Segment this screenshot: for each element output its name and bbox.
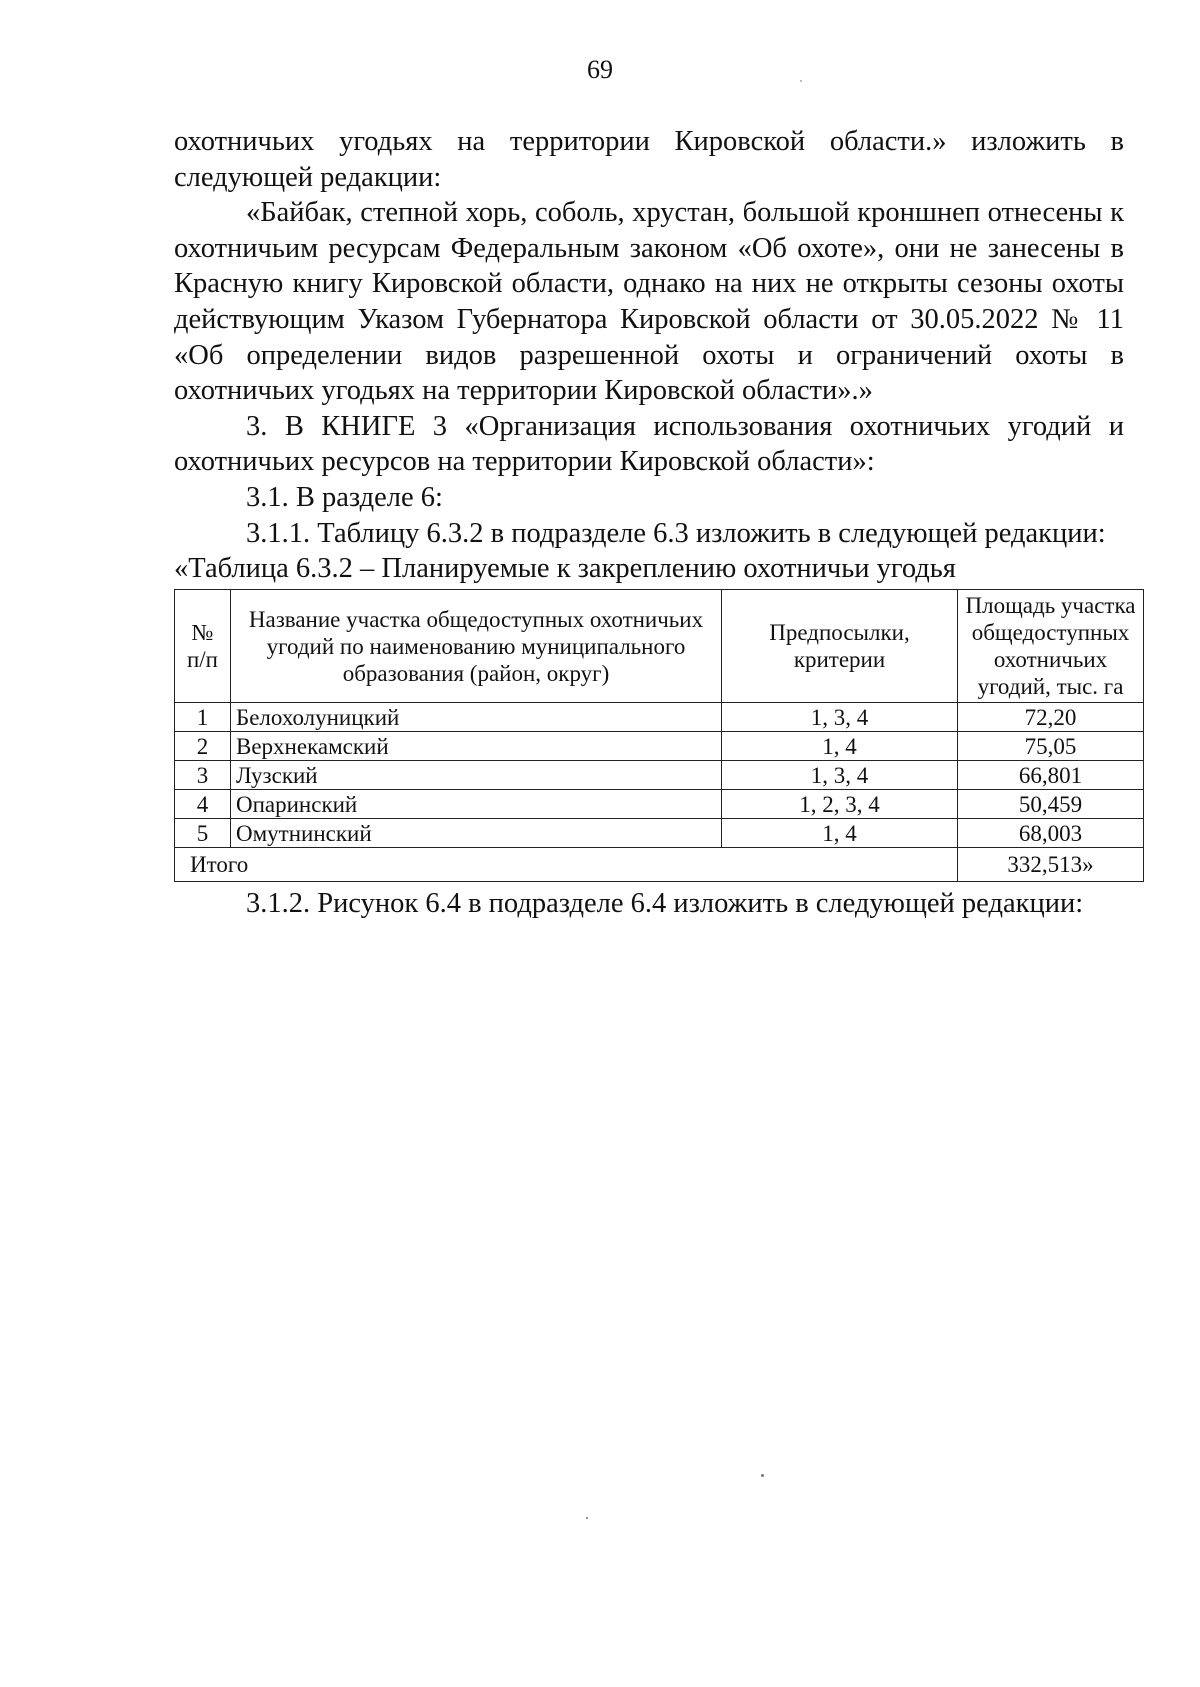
cell-name: Опаринский [231, 790, 722, 819]
total-area: 332,513» [958, 848, 1144, 882]
paragraph-figure-6-4: 3.1.2. Рисунок 6.4 в подразделе 6.4 изложить в следующей редакции: [246, 888, 1084, 919]
cell-criteria: 1, 4 [722, 819, 958, 848]
table-row [175, 790, 1144, 819]
cell-num: 5 [175, 819, 231, 848]
cell-num: 3 [175, 761, 231, 790]
cell-criteria: 1, 3, 4 [722, 703, 958, 732]
cell-num: 4 [175, 790, 231, 819]
cell-area: 75,05 [958, 732, 1144, 761]
header-num: № п/п [175, 590, 231, 703]
cell-num: 2 [175, 732, 231, 761]
table-row [175, 703, 1144, 732]
cell-name: Верхнекамский [231, 732, 722, 761]
paragraph-table-intro: 3.1.1. Таблицу 6.3.2 в подразделе 6.3 изложить в следующей редакции: [246, 517, 1106, 549]
cell-criteria: 1, 3, 4 [722, 761, 958, 790]
cell-name: Лузский [231, 761, 722, 790]
paragraph-book-3: 3. В КНИГЕ 3 «Организация использования охотничьих угодий и охотничьих ресурсов на территории Кировской области»: [174, 410, 1124, 478]
cell-area: 72,20 [958, 703, 1144, 732]
total-label: Итого [175, 848, 958, 882]
cell-area: 50,459 [958, 790, 1144, 819]
header-name: Название участка общедоступных охотничьих угодий по наименованию муниципального образования (район, округ) [231, 590, 722, 703]
table-row [175, 819, 1144, 848]
table-row [175, 761, 1144, 790]
table-header-row [175, 590, 1144, 703]
hunting-grounds-table [174, 589, 1144, 882]
paragraph-quote: «Байбак, степной хорь, соболь, хрустан, большой кроншнеп отнесены к охотничьим ресурсам Федеральным законом «Об охоте», они не занесены в Красную книгу Кировской области, однако на них не открыты сезоны охоты действующим Указом Губернатора Кировской области от 30.05.2022 № 11 «Об определении видов разрешенной охоты и ограничений охоты в охотничьих угодьях на территории Кировской области».» [174, 197, 1124, 407]
header-criteria: Предпосылки, критерии [722, 590, 958, 703]
scan-speck [761, 1474, 764, 1477]
paragraph-section-6: 3.1. В разделе 6: [246, 481, 443, 513]
document-body [174, 124, 1124, 587]
page-number: 69 [587, 55, 613, 84]
cell-name: Омутнинский [231, 819, 722, 848]
scan-speck [800, 80, 802, 82]
paragraph-continuation: охотничьих угодьях на территории Кировской области.» изложить в следующей редакции: [174, 126, 1124, 193]
table-total-row [175, 848, 1144, 882]
header-area: Площадь участка общедоступных охотничьих угодий, тыс. га [958, 590, 1144, 703]
table-caption: «Таблица 6.3.2 – Планируемые к закреплению охотничьи угодья [174, 553, 956, 585]
cell-criteria: 1, 4 [722, 732, 958, 761]
scan-speck [586, 1517, 588, 1519]
cell-criteria: 1, 2, 3, 4 [722, 790, 958, 819]
cell-num: 1 [175, 703, 231, 732]
cell-area: 68,003 [958, 819, 1144, 848]
cell-area: 66,801 [958, 761, 1144, 790]
table-row [175, 732, 1144, 761]
cell-name: Белохолуницкий [231, 703, 722, 732]
